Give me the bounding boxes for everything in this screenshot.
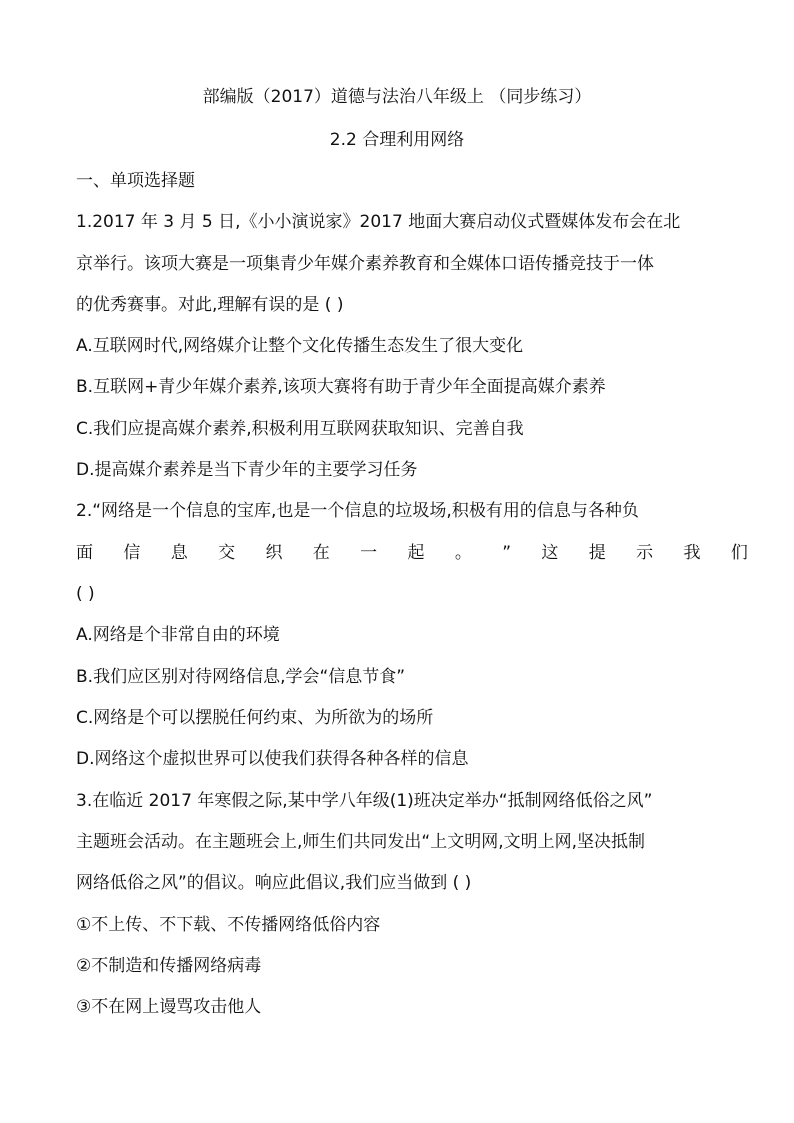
question-2-word: 起 bbox=[407, 543, 425, 563]
document-subtitle: 2.2 合理利用网络 bbox=[329, 130, 465, 150]
question-1-option-c: C.我们应提高媒介素养,积极利用互联网获取知识、完善自我 bbox=[76, 419, 524, 439]
question-3-line-2: 主题班会活动。在主题班会上,师生们共同发出“上文明网,文明上网,坚决抵制 bbox=[76, 832, 646, 852]
question-2-word: 息 bbox=[170, 543, 188, 563]
question-2-word: 们 bbox=[730, 543, 748, 563]
question-3-line-3: 网络低俗之风”的倡议。响应此倡议,我们应当做到 ( ) bbox=[76, 873, 472, 893]
question-3-option-1: ①不上传、不下载、不传播网络低俗内容 bbox=[76, 915, 381, 935]
question-2-word: 交 bbox=[218, 543, 236, 563]
question-3-line-1: 3.在临近 2017 年寒假之际,某中学八年级(1)班决定举办“抵制网络低俗之风” bbox=[76, 791, 653, 811]
question-2-answer-bracket: ( ) bbox=[76, 584, 95, 604]
question-2-word: 在 bbox=[312, 543, 330, 563]
question-2-option-c: C.网络是个可以摆脱任何约束、为所欲为的场所 bbox=[76, 708, 434, 728]
question-2-option-a: A.网络是个非常自由的环境 bbox=[76, 625, 280, 645]
question-3-option-2: ②不制造和传播网络病毒 bbox=[76, 956, 262, 976]
question-2-option-b: B.我们应区别对待网络信息,学会“信息节食” bbox=[76, 667, 406, 687]
question-2-line-1: 2.“网络是一个信息的宝库,也是一个信息的垃圾场,积极有用的信息与各种负 bbox=[76, 501, 639, 521]
question-2-word: 示 bbox=[636, 543, 654, 563]
question-3-option-3: ③不在网上谩骂攻击他人 bbox=[76, 997, 262, 1017]
question-1-option-b: B.互联网+青少年媒介素养,该项大赛将有助于青少年全面提高媒介素养 bbox=[76, 377, 606, 397]
question-1-line-2: 京举行。该项大赛是一项集青少年媒介素养教育和全媒体口语传播竞技于一体 bbox=[76, 254, 654, 274]
document-title: 部编版（2017）道德与法治八年级上 （同步练习） bbox=[202, 87, 592, 107]
question-2-word: 信 bbox=[123, 543, 141, 563]
question-1-line-3: 的优秀赛事。对此,理解有误的是 ( ) bbox=[76, 295, 344, 315]
question-2-word: ” bbox=[502, 543, 512, 563]
question-2-word: 织 bbox=[265, 543, 283, 563]
question-2-word: 这 bbox=[541, 543, 559, 563]
question-1-option-d: D.提高媒介素养是当下青少年的主要学习任务 bbox=[76, 460, 418, 480]
question-1-line-1: 1.2017 年 3 月 5 日,《小小演说家》2017 地面大赛启动仪式暨媒体发布会在北 bbox=[76, 212, 681, 232]
question-2-word: 提 bbox=[588, 543, 606, 563]
question-2-option-d: D.网络这个虚拟世界可以使我们获得各种各样的信息 bbox=[76, 749, 469, 769]
question-2-word: 。 bbox=[454, 543, 472, 563]
question-2-word: 面 bbox=[76, 543, 93, 563]
question-2-line-2 bbox=[76, 540, 748, 566]
question-2-word: 一 bbox=[360, 543, 378, 563]
question-2-word: 我 bbox=[683, 543, 701, 563]
question-1-option-a: A.互联网时代,网络媒介让整个文化传播生态发生了很大变化 bbox=[76, 336, 524, 356]
section-heading: 一、单项选择题 bbox=[76, 171, 195, 191]
